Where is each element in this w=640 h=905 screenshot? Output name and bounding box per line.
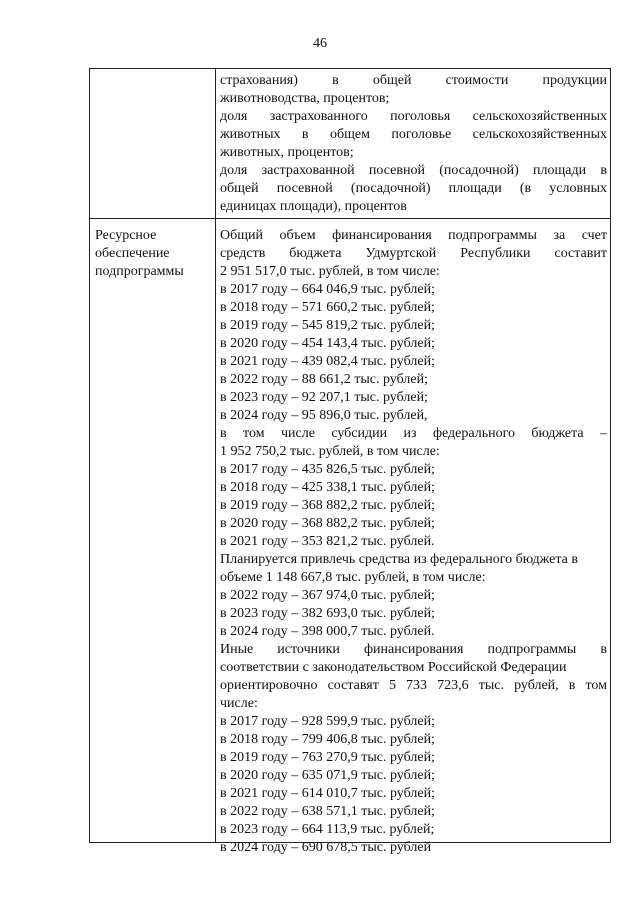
year-line: в 2023 году – 92 207,1 тыс. рублей; xyxy=(220,390,428,405)
row-divider xyxy=(90,218,610,219)
row-label: подпрограммы xyxy=(95,264,184,279)
year-line: в 2019 году – 545 819,2 тыс. рублей; xyxy=(220,318,435,333)
year-line: в 2022 году – 367 974,0 тыс. рублей; xyxy=(220,588,435,603)
text-line: единицах площади), процентов xyxy=(220,199,407,214)
text-line: доля застрахованного поголовья сельскохозяйственных xyxy=(220,109,607,124)
row-label: обеспечение xyxy=(95,246,170,261)
text-line: животноводства, процентов; xyxy=(220,91,390,106)
column-divider xyxy=(215,69,216,842)
text-line: ориентировочно составят 5 733 723,6 тыс. рублей, в том xyxy=(220,678,607,693)
resource-content-cell xyxy=(220,227,607,857)
year-line: в 2024 году – 95 896,0 тыс. рублей, xyxy=(220,408,428,423)
year-line: в 2020 году – 368 882,2 тыс. рублей; xyxy=(220,516,435,531)
text-line: средств бюджета Удмуртской Республики составит xyxy=(220,246,607,261)
row-label: Ресурсное xyxy=(95,228,157,243)
text-line: животных в общем поголовье сельскохозяйственных xyxy=(220,127,607,142)
text-line: доля застрахованной посевной (посадочной) площади в xyxy=(220,163,607,178)
text-line: в том числе субсидии из федерального бюджета – xyxy=(220,426,607,441)
year-line: в 2024 году – 690 678,5 тыс. рублей xyxy=(220,840,432,855)
year-line: в 2024 году – 398 000,7 тыс. рублей. xyxy=(220,624,435,639)
text-line: объеме 1 148 667,8 тыс. рублей, в том числе: xyxy=(220,570,486,585)
text-line: страхования) в общей стоимости продукции xyxy=(220,73,607,88)
passport-table xyxy=(89,68,611,855)
year-line: в 2018 году – 571 660,2 тыс. рублей; xyxy=(220,300,435,315)
text-line: Иные источники финансирования подпрограммы в xyxy=(220,642,607,657)
year-line: в 2018 году – 799 406,8 тыс. рублей; xyxy=(220,732,435,747)
text-line: 1 952 750,2 тыс. рублей, в том числе: xyxy=(220,444,440,459)
year-line: в 2017 году – 928 599,9 тыс. рублей; xyxy=(220,714,435,729)
year-line: в 2019 году – 763 270,9 тыс. рублей; xyxy=(220,750,435,765)
year-line: в 2019 году – 368 882,2 тыс. рублей; xyxy=(220,498,435,513)
text-line: числе: xyxy=(220,696,258,711)
year-line: в 2020 году – 454 143,4 тыс. рублей; xyxy=(220,336,435,351)
text-line: Общий объем финансирования подпрограммы за счет xyxy=(220,228,607,243)
year-line: в 2022 году – 638 571,1 тыс. рублей; xyxy=(220,804,435,819)
year-line: в 2023 году – 664 113,9 тыс. рублей; xyxy=(220,822,435,837)
year-line: в 2017 году – 664 046,9 тыс. рублей; xyxy=(220,282,435,297)
year-line: в 2017 году – 435 826,5 тыс. рублей; xyxy=(220,462,435,477)
year-line: в 2021 году – 353 821,2 тыс. рублей. xyxy=(220,534,435,549)
year-line: в 2020 году – 635 071,9 тыс. рублей; xyxy=(220,768,435,783)
text-line: общей посевной (посадочной) площади (в условных xyxy=(220,181,607,196)
year-line: в 2023 году – 382 693,0 тыс. рублей; xyxy=(220,606,435,621)
text-line: животных, процентов; xyxy=(220,145,354,160)
year-line: в 2018 году – 425 338,1 тыс. рублей; xyxy=(220,480,435,495)
text-line: соответствии с законодательством Российской Федерации xyxy=(220,660,567,675)
resource-label-cell xyxy=(95,227,210,281)
text-line: 2 951 517,0 тыс. рублей, в том числе: xyxy=(220,264,440,279)
page-number: 46 xyxy=(313,36,327,51)
year-line: в 2022 году – 88 661,2 тыс. рублей; xyxy=(220,372,428,387)
indicators-cell xyxy=(220,72,607,216)
year-line: в 2021 году – 614 010,7 тыс. рублей; xyxy=(220,786,435,801)
text-line: Планируется привлечь средства из федерального бюджета в xyxy=(220,552,578,567)
year-line: в 2021 году – 439 082,4 тыс. рублей; xyxy=(220,354,435,369)
